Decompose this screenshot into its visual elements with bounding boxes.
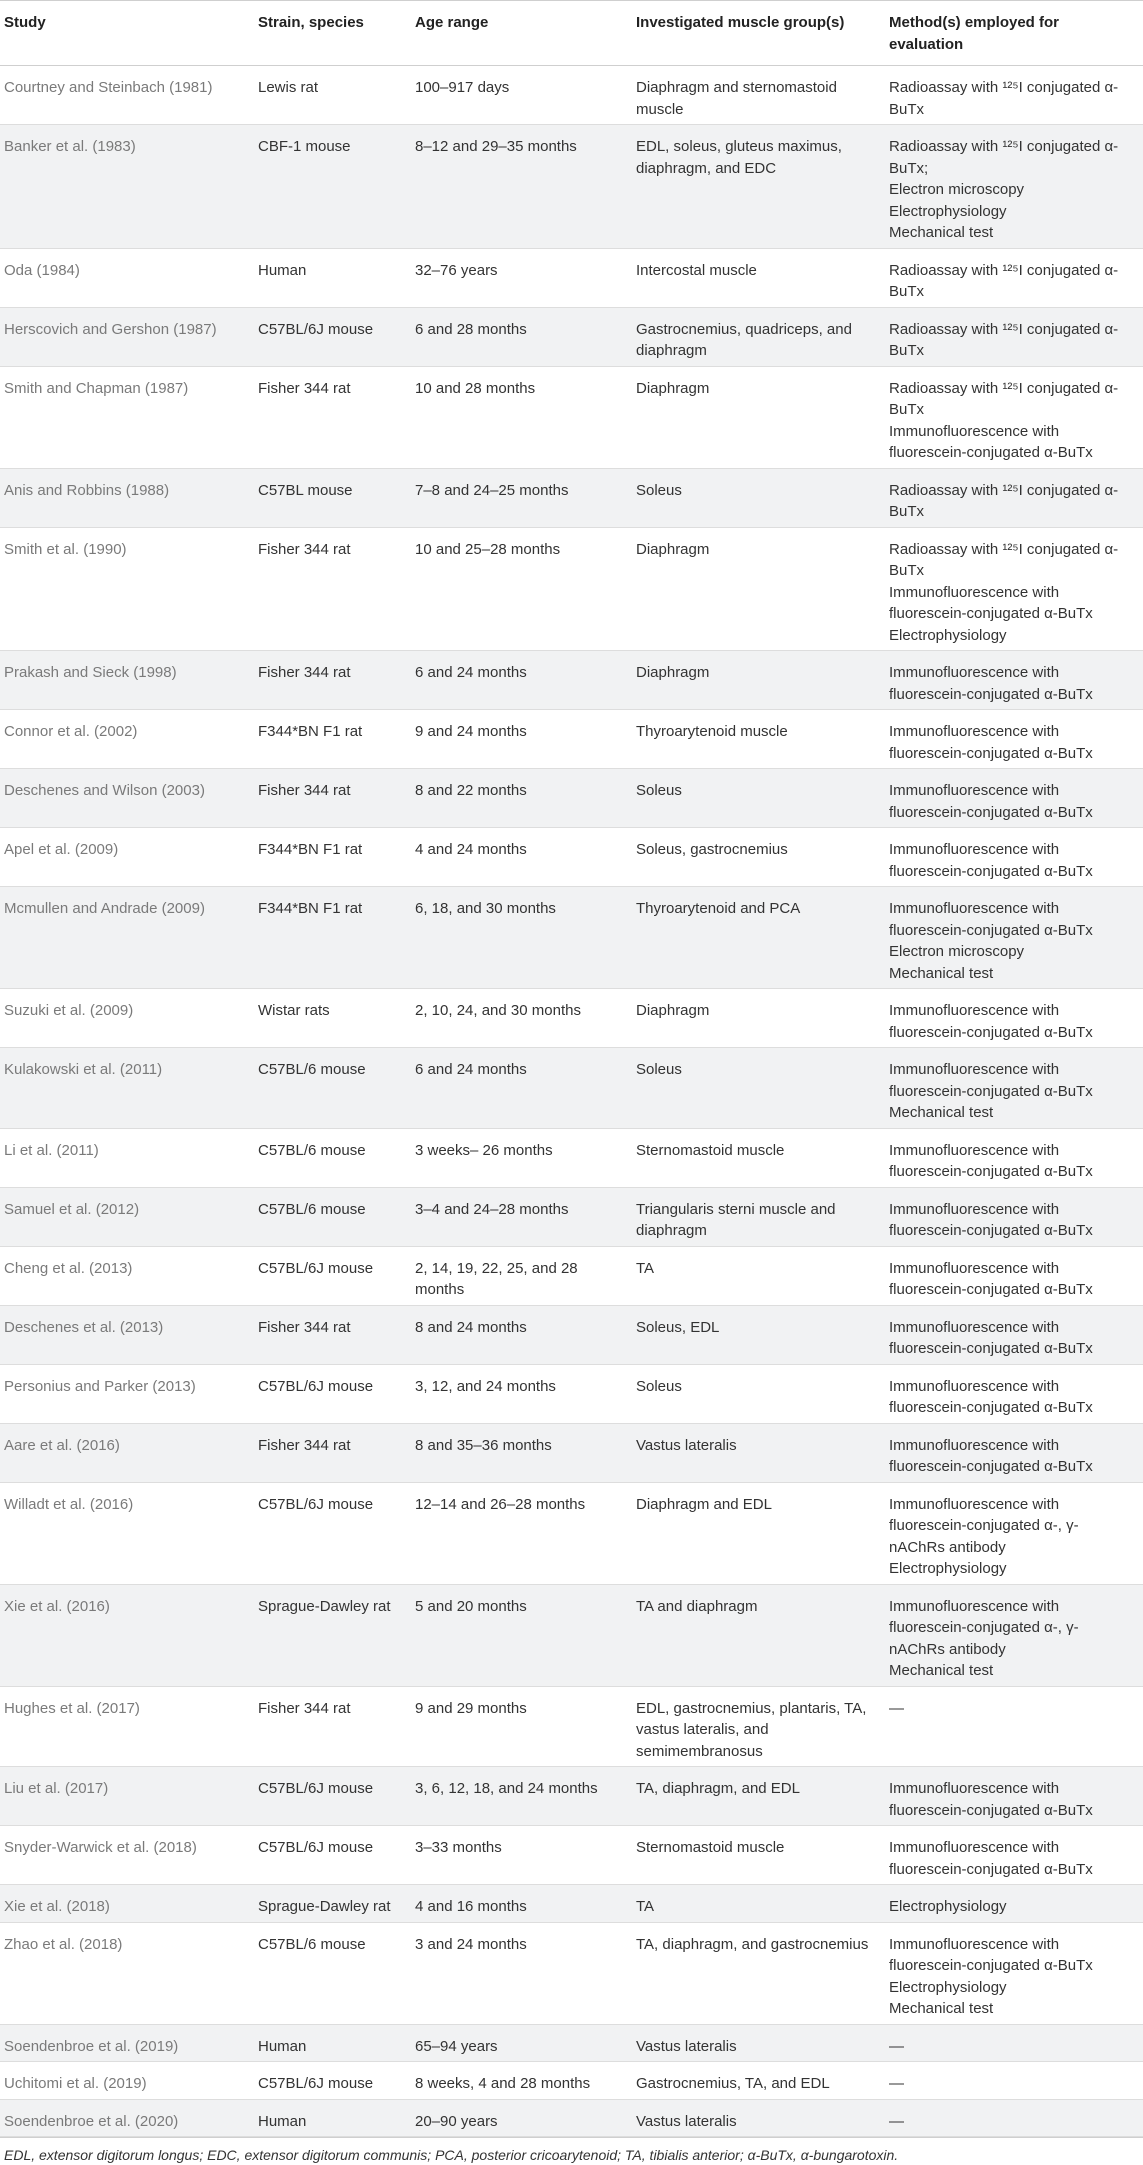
method-item: Electron microscopy [889,181,1025,198]
study-cell: Soendenbroe et al. (2019) [0,2024,254,2062]
table-row [0,828,1143,887]
study-cell: Deschenes and Wilson (2003) [0,769,254,828]
study-cell: Xie et al. (2016) [0,1584,254,1686]
methods-cell [885,1826,1143,1885]
methods-cell [885,887,1143,989]
age-cell: 3–4 and 24–28 months [411,1187,632,1246]
muscle-cell: Soleus [632,1364,885,1423]
table-row [0,1767,1143,1826]
muscle-cell: EDL, gastrocnemius, plantaris, TA, vastus lateralis, and semimembranosus [632,1686,885,1767]
age-cell: 7–8 and 24–25 months [411,468,632,527]
method-item: Electron microscopy [889,943,1025,960]
methods-cell [885,1686,1143,1767]
table-row [0,125,1143,249]
methods-cell [885,2024,1143,2062]
strain-cell: Fisher 344 rat [254,769,411,828]
age-cell: 10 and 25–28 months [411,527,632,651]
muscle-cell: Sternomastoid muscle [632,1826,885,1885]
muscle-cell: TA [632,1885,885,1923]
strain-cell: Sprague-Dawley rat [254,1885,411,1923]
methods-cell [885,989,1143,1048]
muscle-cell: Diaphragm [632,366,885,468]
strain-cell: Fisher 344 rat [254,1305,411,1364]
muscle-cell: Vastus lateralis [632,1423,885,1482]
age-cell: 3 and 24 months [411,1922,632,2024]
muscle-cell: Vastus lateralis [632,2024,885,2062]
header-methods: Method(s) employed for evaluation [885,1,1143,66]
strain-cell: C57BL/6 mouse [254,1048,411,1129]
muscle-cell: TA and diaphragm [632,1584,885,1686]
age-cell: 9 and 24 months [411,710,632,769]
study-cell: Cheng et al. (2013) [0,1246,254,1305]
age-cell: 6 and 28 months [411,307,632,366]
study-cell: Oda (1984) [0,248,254,307]
method-item: Radioassay with ¹²⁵I conjugated α-BuTx [889,261,1119,300]
table-row [0,989,1143,1048]
age-cell: 65–94 years [411,2024,632,2062]
methods-cell [885,2099,1143,2137]
method-item: Immunofluorescence with fluorescein-conjugated α-BuTx [889,723,1093,762]
table-row [0,468,1143,527]
strain-cell: Fisher 344 rat [254,366,411,468]
muscle-cell: Diaphragm [632,989,885,1048]
study-cell: Zhao et al. (2018) [0,1922,254,2024]
table-row [0,1482,1143,1584]
strain-cell: C57BL/6J mouse [254,2062,411,2100]
method-item: Immunofluorescence with fluorescein-conjugated α-BuTx [889,1002,1093,1041]
study-cell: Kulakowski et al. (2011) [0,1048,254,1129]
strain-cell: Fisher 344 rat [254,1686,411,1767]
methods-cell [885,1482,1143,1584]
table-row [0,527,1143,651]
muscle-cell: Intercostal muscle [632,248,885,307]
table-body [0,66,1143,2137]
method-item: Radioassay with ¹²⁵I conjugated α-BuTx; [889,138,1119,177]
age-cell: 3–33 months [411,1826,632,1885]
study-cell: Smith and Chapman (1987) [0,366,254,468]
age-cell: 10 and 28 months [411,366,632,468]
strain-cell: Human [254,2024,411,2062]
method-item: Radioassay with ¹²⁵I conjugated α-BuTx [889,320,1119,359]
method-item: Immunofluorescence with fluorescein-conjugated α-BuTx [889,782,1093,821]
age-cell: 32–76 years [411,248,632,307]
study-cell: Connor et al. (2002) [0,710,254,769]
table-row [0,1584,1143,1686]
method-item: Mechanical test [889,1104,994,1121]
table-row [0,1922,1143,2024]
method-item: — [889,2037,904,2055]
age-cell: 4 and 16 months [411,1885,632,1923]
table-row [0,1364,1143,1423]
table-row [0,651,1143,710]
table-row [0,1187,1143,1246]
method-item: Electrophysiology [889,626,1007,644]
header-age: Age range [411,1,632,66]
muscle-cell: TA [632,1246,885,1305]
methods-cell [885,366,1143,468]
method-item: Radioassay with ¹²⁵I conjugated α-BuTx [889,540,1119,579]
age-cell: 6 and 24 months [411,1048,632,1129]
methods-cell [885,66,1143,125]
muscle-cell: Gastrocnemius, TA, and EDL [632,2062,885,2100]
method-item: Immunofluorescence with fluorescein-conjugated α-BuTx [889,1200,1093,1239]
method-item: Immunofluorescence with fluorescein-conjugated α-BuTx [889,1436,1093,1475]
study-cell: Suzuki et al. (2009) [0,989,254,1048]
muscle-cell: Soleus, gastrocnemius [632,828,885,887]
table-row [0,1048,1143,1129]
methods-cell [885,1885,1143,1923]
strain-cell: Fisher 344 rat [254,527,411,651]
muscle-cell: Diaphragm and sternomastoid muscle [632,66,885,125]
table-row [0,2099,1143,2137]
strain-cell: Wistar rats [254,989,411,1048]
method-item: Immunofluorescence with fluorescein-conjugated α-BuTx [889,1377,1093,1416]
methods-cell [885,1048,1143,1129]
study-cell: Banker et al. (1983) [0,125,254,249]
study-cell: Apel et al. (2009) [0,828,254,887]
age-cell: 2, 14, 19, 22, 25, and 28 months [411,1246,632,1305]
method-item: Immunofluorescence with fluorescein-conjugated α-BuTx [889,664,1093,703]
header-strain: Strain, species [254,1,411,66]
age-cell: 8 and 22 months [411,769,632,828]
methods-cell [885,828,1143,887]
methods-cell [885,1584,1143,1686]
method-item: Immunofluorescence with fluorescein-conjugated α-BuTx [889,422,1093,461]
table-row [0,307,1143,366]
method-item: Electrophysiology [889,1560,1007,1577]
age-cell: 2, 10, 24, and 30 months [411,989,632,1048]
study-cell: Samuel et al. (2012) [0,1187,254,1246]
method-item: Mechanical test [889,2000,994,2017]
method-item: Immunofluorescence with fluorescein-conjugated α-, γ- nAChRs antibody [889,1495,1079,1556]
method-item: Immunofluorescence with fluorescein-conjugated α-BuTx [889,1935,1093,1974]
methods-cell [885,527,1143,651]
methods-cell [885,769,1143,828]
methods-cell [885,1767,1143,1826]
muscle-cell: EDL, soleus, gluteus maximus, diaphragm, and EDC [632,125,885,249]
strain-cell: C57BL/6J mouse [254,1482,411,1584]
study-cell: Smith et al. (1990) [0,527,254,651]
muscle-cell: TA, diaphragm, and EDL [632,1767,885,1826]
strain-cell: C57BL/6J mouse [254,1767,411,1826]
study-cell: Courtney and Steinbach (1981) [0,66,254,125]
muscle-cell: Soleus [632,1048,885,1129]
muscle-cell: Diaphragm [632,527,885,651]
header-study: Study [0,1,254,66]
table-row [0,1246,1143,1305]
muscle-cell: Diaphragm [632,651,885,710]
header-muscle: Investigated muscle group(s) [632,1,885,66]
table-row [0,1423,1143,1482]
study-cell: Xie et al. (2018) [0,1885,254,1923]
strain-cell: C57BL/6J mouse [254,1364,411,1423]
table-row [0,66,1143,125]
methods-cell [885,710,1143,769]
methods-cell [885,1246,1143,1305]
age-cell: 5 and 20 months [411,1584,632,1686]
strain-cell: F344*BN F1 rat [254,887,411,989]
method-item: Electrophysiology [889,202,1007,220]
strain-cell: Sprague-Dawley rat [254,1584,411,1686]
study-cell: Snyder-Warwick et al. (2018) [0,1826,254,1885]
strain-cell: F344*BN F1 rat [254,710,411,769]
strain-cell: F344*BN F1 rat [254,828,411,887]
study-cell: Li et al. (2011) [0,1128,254,1187]
age-cell: 6, 18, and 30 months [411,887,632,989]
strain-cell: Human [254,248,411,307]
table-row [0,769,1143,828]
strain-cell: C57BL/6 mouse [254,1922,411,2024]
methods-cell [885,1305,1143,1364]
strain-cell: Human [254,2099,411,2137]
strain-cell: C57BL/6J mouse [254,1826,411,1885]
method-item: Immunofluorescence with fluorescein-conjugated α-BuTx [889,841,1093,880]
method-item: Immunofluorescence with fluorescein-conjugated α-BuTx [889,1259,1093,1298]
age-cell: 3, 6, 12, 18, and 24 months [411,1767,632,1826]
table-row [0,1128,1143,1187]
muscle-cell: Diaphragm and EDL [632,1482,885,1584]
study-cell: Aare et al. (2016) [0,1423,254,1482]
table-row [0,2062,1143,2100]
strain-cell: Fisher 344 rat [254,1423,411,1482]
methods-cell [885,248,1143,307]
methods-cell [885,1364,1143,1423]
age-cell: 20–90 years [411,2099,632,2137]
muscle-cell: Thyroarytenoid and PCA [632,887,885,989]
age-cell: 100–917 days [411,66,632,125]
age-cell: 9 and 29 months [411,1686,632,1767]
methods-cell [885,307,1143,366]
method-item: Immunofluorescence with fluorescein-conjugated α-BuTx [889,1141,1093,1180]
strain-cell: C57BL mouse [254,468,411,527]
methods-cell [885,468,1143,527]
method-item: Immunofluorescence with fluorescein-conjugated α-BuTx [889,1318,1093,1357]
study-cell: Herscovich and Gershon (1987) [0,307,254,366]
table-row [0,1885,1143,1923]
strain-cell: Lewis rat [254,66,411,125]
muscle-cell: Vastus lateralis [632,2099,885,2137]
table-row [0,1826,1143,1885]
age-cell: 3, 12, and 24 months [411,1364,632,1423]
table-header [0,1,1143,66]
age-cell: 4 and 24 months [411,828,632,887]
muscle-cell: Gastrocnemius, quadriceps, and diaphragm [632,307,885,366]
age-cell: 8–12 and 29–35 months [411,125,632,249]
muscle-cell: Soleus [632,468,885,527]
table-row [0,2024,1143,2062]
table-row [0,1686,1143,1767]
method-item: Mechanical test [889,224,994,241]
study-cell: Mcmullen and Andrade (2009) [0,887,254,989]
method-item: Immunofluorescence with fluorescein-conjugated α-BuTx [889,1839,1093,1878]
method-item: Mechanical test [889,1662,994,1679]
strain-cell: C57BL/6 mouse [254,1128,411,1187]
muscle-cell: TA, diaphragm, and gastrocnemius [632,1922,885,2024]
table-footnote: EDL, extensor digitorum longus; EDC, extensor digitorum communis; PCA, posterior cricoarytenoid; TA, tibialis anterior; α-BuTx, α-bungarotoxin. [0,2137,1143,2165]
age-cell: 8 and 35–36 months [411,1423,632,1482]
muscle-cell: Thyroarytenoid muscle [632,710,885,769]
study-cell: Willadt et al. (2016) [0,1482,254,1584]
method-item: Radioassay with ¹²⁵I conjugated α-BuTx [889,481,1119,520]
methods-cell [885,1922,1143,2024]
study-cell: Anis and Robbins (1988) [0,468,254,527]
header-row [0,1,1143,66]
table-row [0,887,1143,989]
method-item: — [889,1699,904,1717]
study-cell: Prakash and Sieck (1998) [0,651,254,710]
study-cell: Uchitomi et al. (2019) [0,2062,254,2100]
methods-cell [885,1187,1143,1246]
table-row [0,248,1143,307]
strain-cell: C57BL/6J mouse [254,1246,411,1305]
age-cell: 8 weeks, 4 and 28 months [411,2062,632,2100]
study-cell: Hughes et al. (2017) [0,1686,254,1767]
strain-cell: CBF-1 mouse [254,125,411,249]
muscle-cell: Soleus [632,769,885,828]
method-item: Electrophysiology [889,1898,1007,1915]
method-item: Mechanical test [889,964,994,982]
method-item: — [889,2112,904,2130]
study-cell: Liu et al. (2017) [0,1767,254,1826]
methods-cell [885,1423,1143,1482]
muscle-cell: Triangularis sterni muscle and diaphragm [632,1187,885,1246]
age-cell: 3 weeks– 26 months [411,1128,632,1187]
age-cell: 12–14 and 26–28 months [411,1482,632,1584]
strain-cell: C57BL/6 mouse [254,1187,411,1246]
table-row [0,1305,1143,1364]
methods-cell [885,651,1143,710]
strain-cell: Fisher 344 rat [254,651,411,710]
method-item: Immunofluorescence with fluorescein-conjugated α-BuTx [889,1061,1093,1100]
method-item: Immunofluorescence with fluorescein-conjugated α-, γ- nAChRs antibody [889,1597,1079,1658]
muscle-cell: Soleus, EDL [632,1305,885,1364]
table-row [0,366,1143,468]
method-item: Radioassay with ¹²⁵I conjugated α-BuTx [889,379,1119,418]
methods-cell [885,125,1143,249]
study-cell: Deschenes et al. (2013) [0,1305,254,1364]
muscle-cell: Sternomastoid muscle [632,1128,885,1187]
method-item: Immunofluorescence with fluorescein-conjugated α-BuTx [889,1780,1093,1819]
table-row [0,710,1143,769]
method-item: Radioassay with ¹²⁵I conjugated α-BuTx [889,79,1119,118]
age-cell: 6 and 24 months [411,651,632,710]
methods-cell [885,1128,1143,1187]
method-item: Immunofluorescence with fluorescein-conjugated α-BuTx [889,900,1093,939]
method-item: Immunofluorescence with fluorescein-conjugated α-BuTx [889,583,1093,622]
methods-cell [885,2062,1143,2100]
method-item: Electrophysiology [889,1978,1007,1996]
study-cell: Personius and Parker (2013) [0,1364,254,1423]
study-cell: Soendenbroe et al. (2020) [0,2099,254,2137]
strain-cell: C57BL/6J mouse [254,307,411,366]
age-cell: 8 and 24 months [411,1305,632,1364]
method-item: — [889,2075,904,2092]
